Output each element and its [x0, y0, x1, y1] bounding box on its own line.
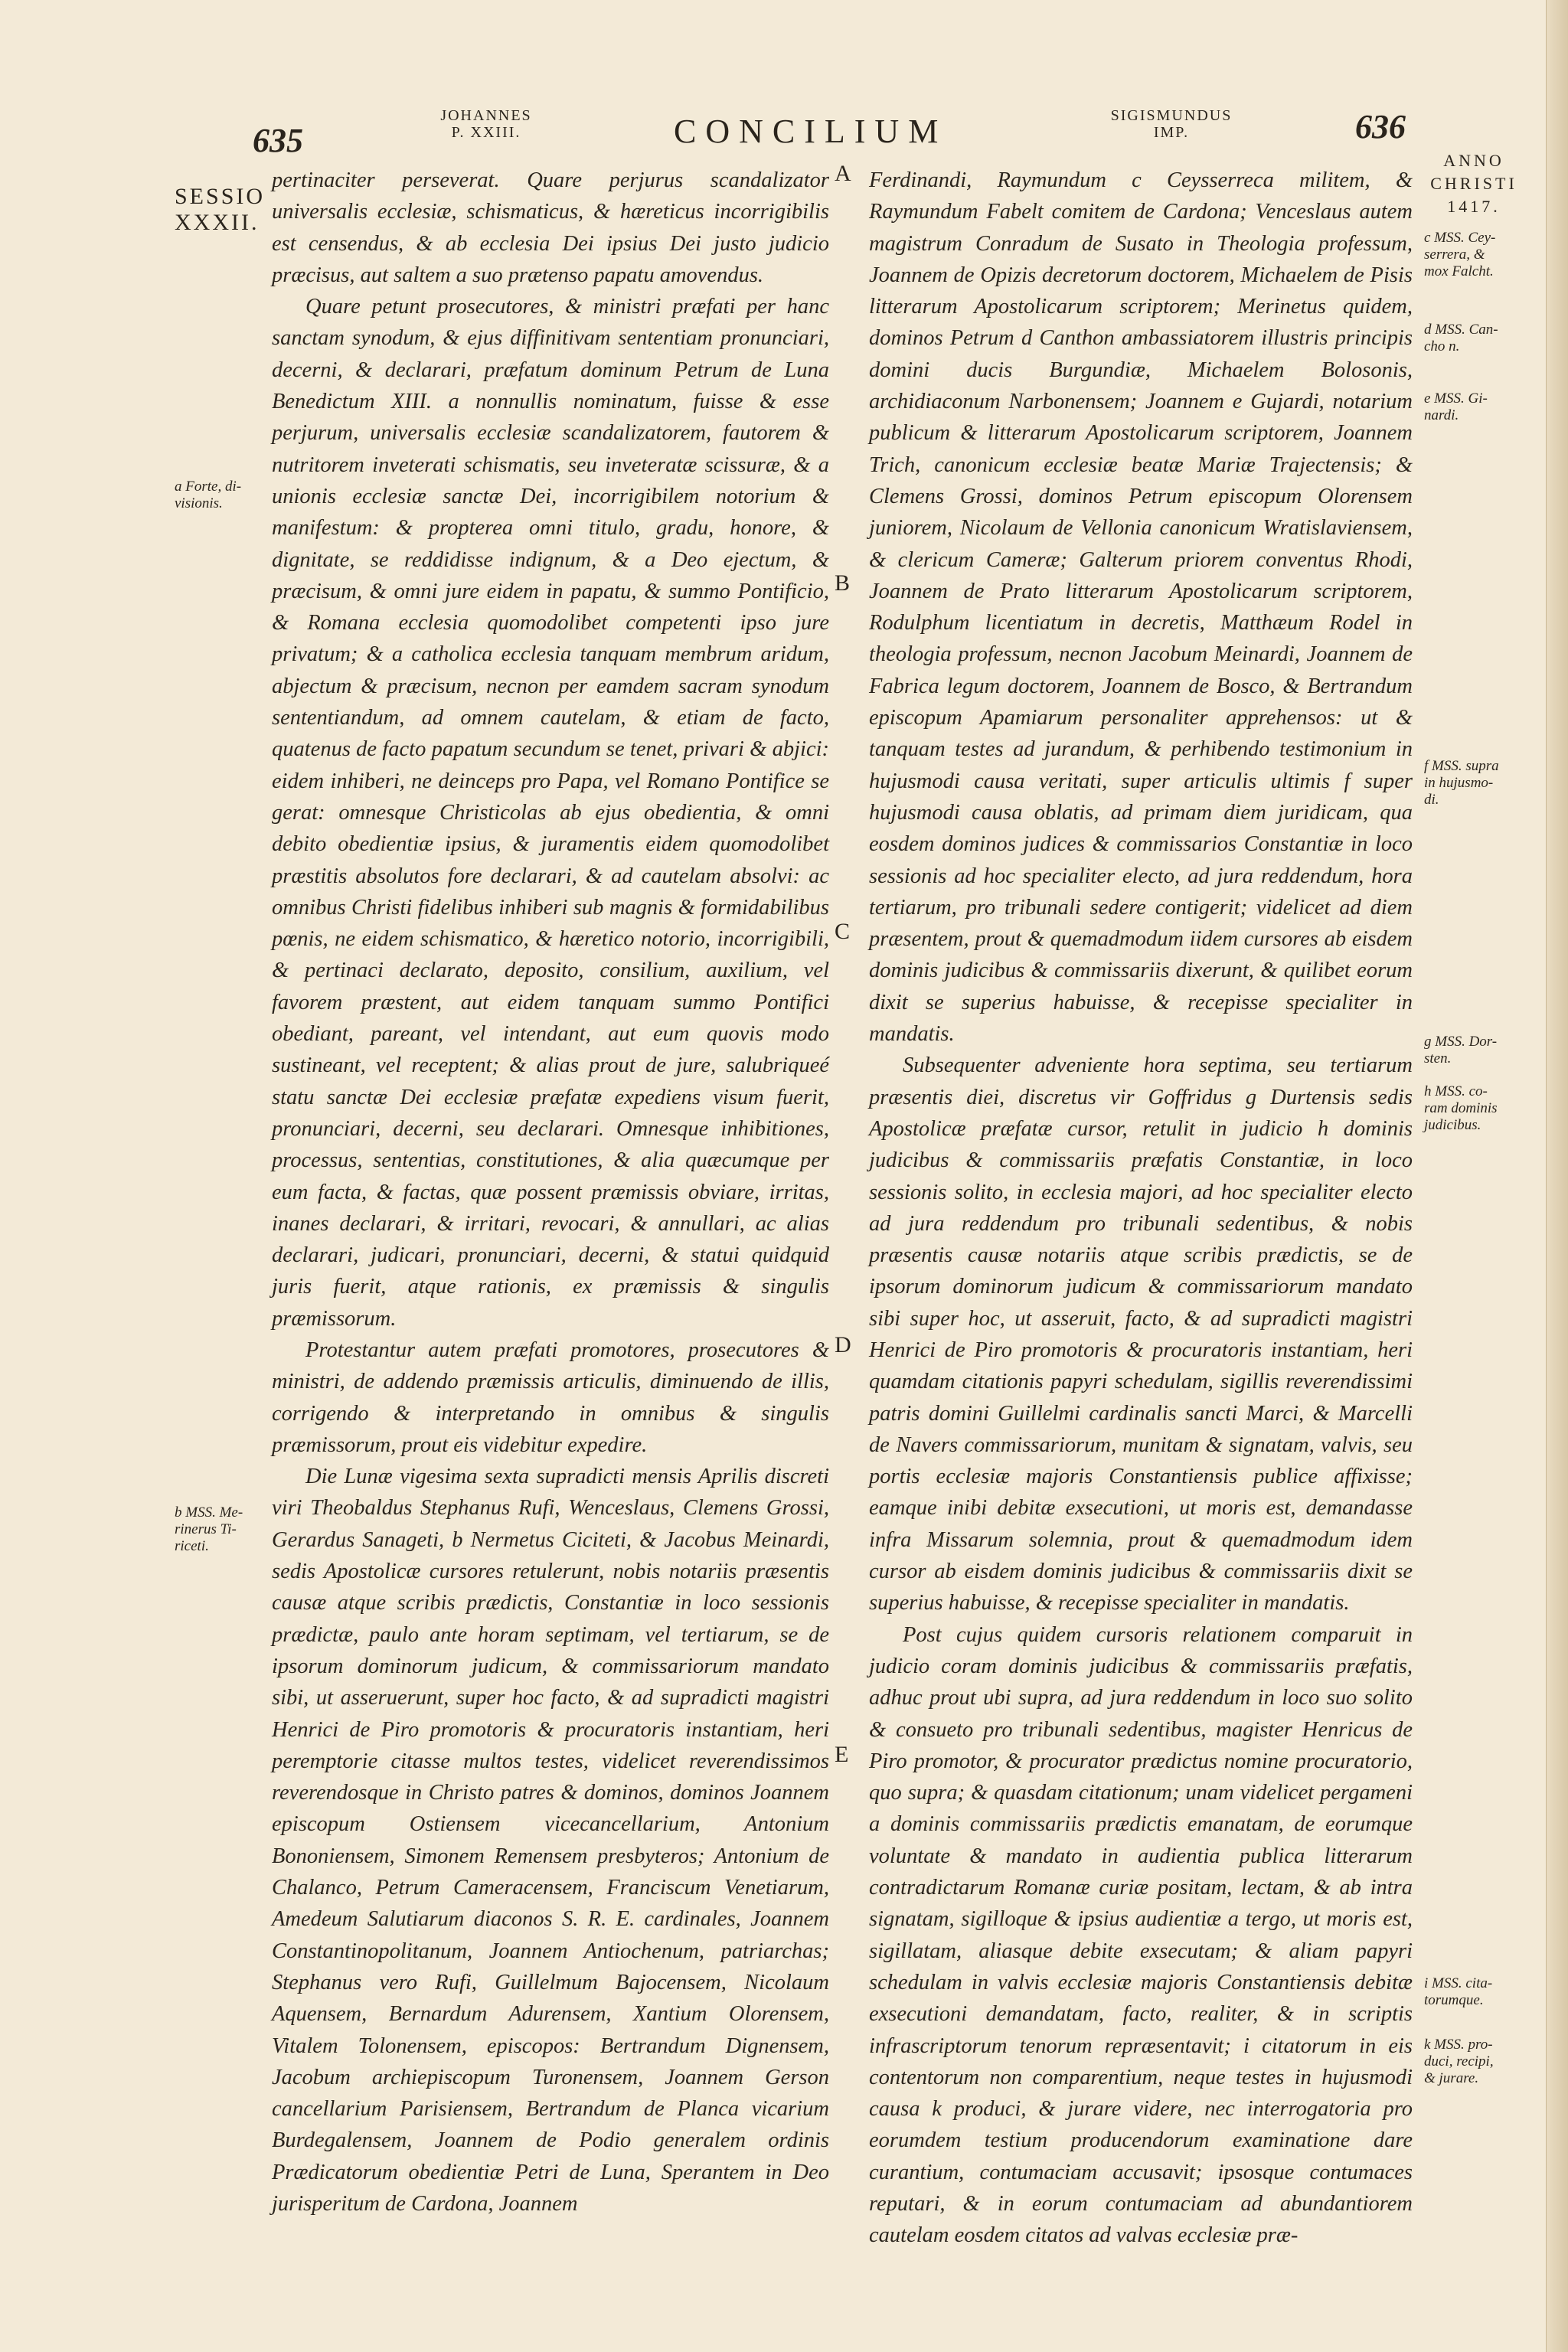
- paragraph: Ferdinandi, Raymundum c Ceysserreca militem, & Raymundum Fabelt comitem de Cardona; Venceslaus autem magistrum Conradum de Susato in Theologia professum, Joannem de Opizis decretorum doctorem, Michaelem de Pisis litterarum Apostolicarum scriptorem; Merinetus quidem, dominos Petrum d Canthon ambassiatorem illustris principis domini ducis Burgundiæ, Michaelem Bolosonis, archidiaconum Narbonensem; Joannem e Gujardi, notarium publicum & litterarum Apostolicarum scriptorem, Joannem Trich, canonicum ecclesiæ beatæ Mariæ Trajectensis; & Clemens Grossi, dominos Petrum episcopum Olorensem juniorem, Nicolaum de Vellonia canonicum Wratislaviensem, & clericum Cameræ; Galterum priorem conventus Rhodi, Joannem de Prato litterarum Apostolicarum scriptorem, Rodulphum licentiatum in decretis, Matthæum Rodel in theologia professum, necnon Jacobum Meinardi, Joannem de Fabrica legum doctorem, Joannem de Bosco, & Bertrandum episcopum Apamiarum personaliter apprehensos: ut & tanquam testes ad jurandum, & perhibendo testimonium in hujusmodi causa veritati, super articulis ultimis f super hujusmodi causa oblatis, ad primam diem juridicam, qua eosdem dominos judices & commissarios Constantiæ in loco sessionis ad hoc specialiter electo, ad jura reddendum, hora tertiarum, pro tribunali sedere contigerit; videlicet ad diem præsentem, prout & quemadmodum iidem cursores ab eisdem dominis judicibus & commissariis dixerunt, & quilibet eorum dixit se superius habuisse, & recepisse specialiter in mandatis.: [869, 168, 1413, 1047]
- margin-note-f: f MSS. supra in hujusmo- di.: [1424, 758, 1499, 808]
- page-header: [0, 107, 1568, 161]
- margin-note-b: b MSS. Me- rinerus Ti- riceti.: [175, 1504, 243, 1554]
- session-marker: SESSIO XXXII.: [175, 184, 266, 235]
- margin-note-i: i MSS. cita- torumque.: [1424, 1975, 1493, 2008]
- section-letter-b: B: [835, 570, 851, 596]
- right-page-number: 636: [1355, 108, 1406, 145]
- margin-note-d: d MSS. Can- cho n.: [1424, 322, 1498, 354]
- section-letter-e: E: [835, 1742, 849, 1767]
- paragraph: Protestantur autem præfati promotores, prosecutores & ministri, de addendo præmissis articulis, diminuendo de illis, corrigendo & interpretando in omnibus & singulis præmissorum, prout eis videbitur expedire.: [272, 1338, 829, 1457]
- section-letter-d: D: [835, 1332, 851, 1357]
- paragraph: Post cujus quidem cursoris relationem comparuit in judicio coram dominis judicibus & commissariis præfatis, adhuc prout ubi supra, ad jura reddendum in loco suo solito & consueto pro tribunali sedentibus, magister Henricus de Piro promotor, & procurator prædictus nomine procuratorio, quo supra; & quasdam citationum; unam videlicet pergameni a dominis commissariis prædictis emanatam, de eorumque voluntate & mandato in audientia publica litterarum contradictarum Romanæ curiæ positam, lectam, & ab intra signatam, sigilloque & ipsius audientiæ a tergo, ut moris est, sigillatam, aliasque debite exsecutam; & aliam papyri schedulam in valvis ecclesiæ majoris Constantiensis debitæ exsecutioni demandatam, facto, realiter, & in scriptis infrascriptorum tenorum repræsentavit; i citatorum in eis contentorum non comparentium, neque testes in hujusmodi causa k produci, & jurare videre, nec interrogatoria pro eorumdem testium producendorum examinatione dare curantium, contumaciam accusavit; ipsosque contumaces reputari, & in eorum contumaciam ad abundantiorem cautelam eosdem citatos ad valvas ecclesiæ præ-: [869, 1622, 1413, 2248]
- margin-note-k: k MSS. pro- duci, recipi, & jurare.: [1424, 2037, 1494, 2086]
- paragraph: pertinaciter perseverat. Quare perjurus scandalizator universalis ecclesiæ, schismaticus, & hæreticus incorrigibilis est censendus, & ab ecclesia Dei ipsius Dei justo judicio præcisus, aut saltem a suo prætenso papatu amovendus.: [272, 168, 829, 287]
- margin-note-c: c MSS. Cey- serrera, & mox Falcht.: [1424, 230, 1496, 279]
- section-letter-c: C: [835, 919, 851, 944]
- margin-note-h: h MSS. co- ram dominis judicibus.: [1424, 1083, 1498, 1133]
- left-column: [272, 165, 829, 2220]
- paragraph: Subsequenter adveniente hora septima, seu tertiarum præsentis diei, discretus vir Goffridus g Durtensis sedis Apostolicæ præfatæ cursor, retulit in judicio h dominis judicibus & commissariis præfatis Constantiæ, in loco sessionis solito, in ecclesia majori, ad hoc specialiter electo ad jura reddendum pro tribunali sedentibus, & nobis præsentis causæ notariis atque scribis prædictis, se de ipsorum dominorum judicum & commissariorum mandato sibi super hoc, ut asseruit, facto, & ad supradicti magistri Henrici de Piro promotoris & procuratoris instantiam, heri quamdam citationis papyri schedulam, sigillis reverendissimi patris domini Guillelmi cardinalis sancti Marci, & Marcelli de Navers commissariorum, munitam & signatam, valvis, seu portis ecclesiæ majoris Constantiensis publice affixisse; eamque inibi debitæ exsecutioni, ut moris est, demandasse infra Missarum solemnia, prout & quemadmodum idem cursor ab eisdem dominis judicibus & commissariis dixit se superius habuisse, & recepisse specialiter in mandatis.: [869, 1054, 1413, 1615]
- left-page-number: 635: [253, 122, 303, 159]
- page-edge: [1546, 0, 1568, 2352]
- paragraph: Die Lunæ vigesima sexta supradicti mensis Aprilis discreti viri Theobaldus Stephanus Rufi, Wenceslaus, Clemens Grossi, Gerardus Sanageti, b Nermetus Ciciteti, & Jacobus Meinardi, sedis Apostolicæ cursores retulerunt, nobis notariis præsentis causæ atque scribis prædictis, Constantiæ in loco sessionis prædictæ, paulo ante horam septimam, vel tertiarum, se de ipsorum dominorum judicum, & commissariorum mandato sibi, ut asseruerunt, super hoc facto, & ad supradicti magistri Henrici de Piro promotoris & procuratoris instantiam, heri peremptorie citasse multos testes, videlicet reverendissimos reverendosque in Christo patres & dominos, dominos Joannem episcopum Ostiensem vicecancellarium, Antonium Bononiensem, Simonem Remensem presbyteros; Antonium de Chalanco, Petrum Cameracensem, Franciscum Venetiarum, Amedeum Salutiarum diaconos S. R. E. cardinales, Joannem Constantinopolitanum, Joannem Antiochenum, patriarchas; Stephanus vero Rufi, Guillelmum Bajocensem, Nicolaum Aquensem, Bernardum Adurensem, Xantium Olorensem, Vitalem Tolonensem, episcopos: Bertrandum Dignensem, Jacobum archiepiscopum Turonensem, Joannem Gerson cancellarium Parisiensem, Bertrandum de Planca vicarium Burdegalensem, Joannem de Podio generalem ordinis Prædicatorum obedientiæ Petri de Luna, Sperantem in Deo jurisperitum de Cardona, Joannem: [272, 1465, 829, 2216]
- right-running-head: SIGISMUNDUS IMP.: [1110, 107, 1233, 141]
- margin-note-a: a Forte, di- visionis.: [175, 479, 242, 511]
- section-letter-a: A: [835, 161, 851, 186]
- left-running-head: JOHANNES P. XXIII.: [440, 107, 532, 141]
- margin-note-e: e MSS. Gi- nardi.: [1424, 390, 1488, 423]
- right-column: [869, 165, 1413, 2252]
- paragraph: Quare petunt prosecutores, & ministri præfati per hanc sanctam synodum, & ejus diffinitivam sententiam pronunciari, decerni, & declarari, præfatum dominum Petrum de Luna Benedictum XIII. a nonnullis nominatum, fuisse & esse perjurum, universalis ecclesiæ scandalizatorem, fautorem & nutritorem inveterati schismatis, seu inveteratæ scissuræ, & a unionis ecclesiæ sanctæ Dei, incorrigibilem notorium & manifestum: & propterea omni titulo, gradu, honore, & dignitate, se reddidisse indignum, & a Deo ejectum, & præcisum, & omni jure eidem in papatu, & summo Pontificio, & Romana ecclesia quomodolibet competenti ipso jure privatum; & a catholica ecclesia tanquam membrum aridum, abjectum & præcisum, necnon per eamdem sacram synodum sententiandum, ad omnem cautelam, & etiam de facto, quatenus de facto papatum secundum se tenet, privari & abjici: eidem inhiberi, ne deinceps pro Papa, vel Romano Pontifice se gerat: omnesque Christicolas ab ejus obedientia, & omni debito obedientiæ ipsius, & juramentis eidem quomodolibet præstitis absolutos fore declarari, & ad cautelam absolvi: ac omnibus Christi fidelibus inhiberi sub magnis & formidabilibus pœnis, ne eidem schismatico, & hæretico notorio, incorrigibili, & pertinaci declarato, deposito, consilium, auxilium, vel favorem præstent, aut eidem tanquam summo Pontifici obediant, pareant, vel intendant, aut eum quovis modo sustineant, vel receptent; & alias prout de jure, salubriqueé statu sanctæ Dei ecclesiæ præfatæ expediens visum fuerit, pronunciari, decerni, seu declarari. Omnesque inhibitiones, processus, sententias, constitutiones, & alia quæcumque per eum facta, & factas, quæ possent præmissis obviare, irritas, inanes declarari, & irritari, revocari, & annullari, ac alias declarari, judicari, pronunciari, decerni, & statui quidquid juris fuerit, atque rationis, ex præmissis & singulis præmissorum.: [272, 295, 829, 1331]
- year-marker: ANNO CHRISTI 1417.: [1430, 151, 1517, 216]
- running-title: CONCILIUM: [674, 113, 948, 150]
- margin-note-g: g MSS. Dor- sten.: [1424, 1034, 1498, 1067]
